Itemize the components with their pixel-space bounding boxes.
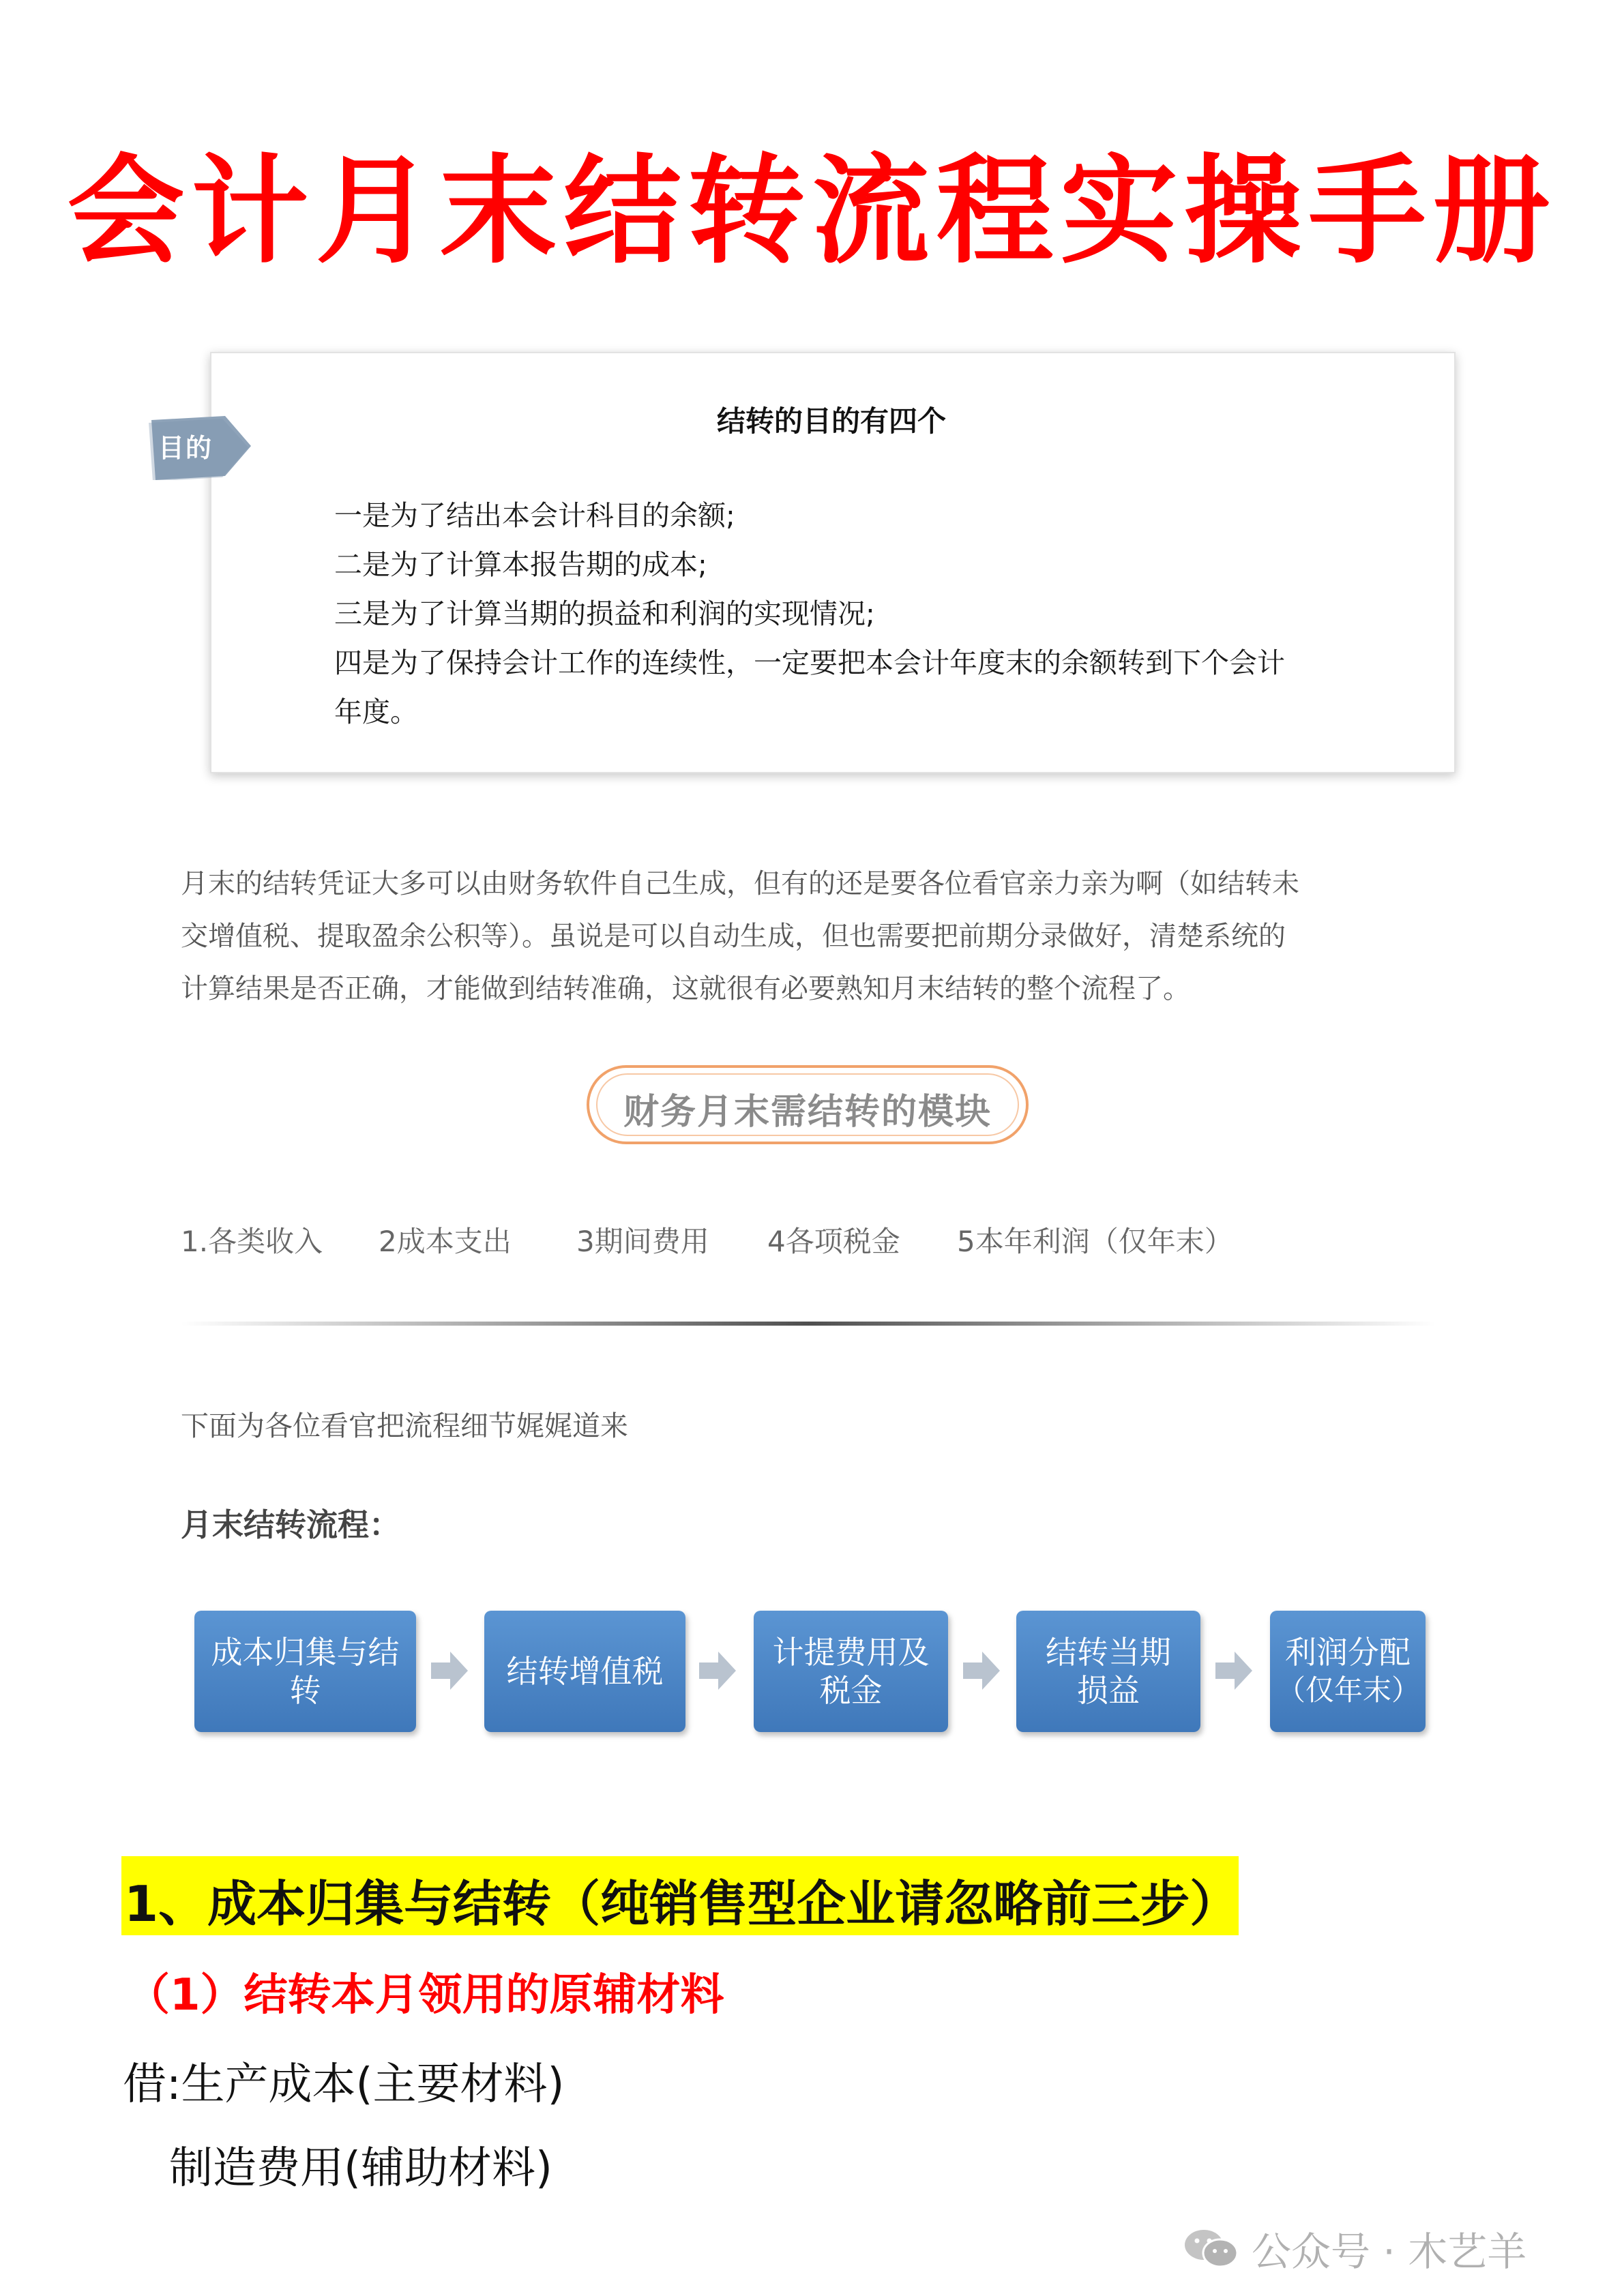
intro-line: 月末的结转凭证大多可以由财务软件自己生成，但有的还是要各位看官亲力亲为啊（如结转未 xyxy=(181,868,1299,899)
purpose-line: 四是为了保持会计工作的连续性，一定要把本会计年度末的余额转到下个会计 xyxy=(334,646,1285,679)
flow-step-line: 结转增值税 xyxy=(506,1653,664,1690)
intro-paragraph xyxy=(181,858,1449,1015)
flow-step-line: 损益 xyxy=(1077,1672,1140,1709)
divider xyxy=(181,1322,1436,1326)
module-item: 5本年利润（仅年末） xyxy=(957,1225,1233,1258)
flow-step-profit-loss xyxy=(1016,1611,1200,1732)
module-item: 2成本支出 xyxy=(379,1225,512,1258)
wechat-icon xyxy=(1183,2227,1239,2269)
flow-step-vat xyxy=(484,1611,685,1732)
module-item: 3期间费用 xyxy=(576,1225,709,1258)
intro-line: 计算结果是否正确，才能做到结转准确，这就很有必要熟知月末结转的整个流程了。 xyxy=(181,973,1190,1004)
page-title: 会计月末结转流程实操手册 xyxy=(67,143,1557,280)
flow-step-line: 计提费用及 xyxy=(772,1634,930,1671)
flow-step-accrual xyxy=(754,1611,948,1732)
purpose-line: 一是为了结出本会计科目的余额; xyxy=(334,499,735,532)
section-title: 1、成本归集与结转（纯销售型企业请忽略前三步） xyxy=(124,1875,1239,1933)
purpose-heading: 结转的目的有四个 xyxy=(716,404,946,438)
module-item: 1.各类收入 xyxy=(181,1225,323,1258)
journal-entry-line: 借:生产成本(主要材料) xyxy=(123,2059,565,2110)
sub-title: （1）结转本月领用的原辅材料 xyxy=(126,1970,724,2021)
arrow-right-icon xyxy=(1215,1652,1252,1690)
module-item: 4各项税金 xyxy=(767,1225,900,1258)
footer-watermark xyxy=(1183,2220,1526,2277)
journal-entry-line: 制造费用(辅助材料) xyxy=(169,2143,552,2194)
below-text: 下面为各位看官把流程细节娓娓道来 xyxy=(181,1410,628,1442)
purpose-tag-label: 目的 xyxy=(158,433,213,463)
modules-label: 财务月末需结转的模块 xyxy=(623,1092,992,1133)
flow-step-line: 成本归集与结 xyxy=(211,1634,400,1671)
flow-step-line: 利润分配 xyxy=(1285,1634,1411,1671)
flow-step-line: （仅年末） xyxy=(1277,1673,1421,1707)
arrow-right-icon xyxy=(431,1652,468,1690)
purpose-line: 年度。 xyxy=(334,696,418,728)
footer-text: 公众号 · 木艺羊 xyxy=(1252,2228,1527,2275)
arrow-right-icon xyxy=(699,1652,736,1690)
intro-line: 交增值税、提取盈余公积等）。虽说是可以自动生成，但也需要把前期分录做好，清楚系统的 xyxy=(181,921,1286,952)
flow-step-line: 结转当期 xyxy=(1046,1634,1171,1671)
purpose-line: 二是为了计算本报告期的成本; xyxy=(334,548,707,581)
arrow-right-icon xyxy=(963,1652,1000,1690)
flow-heading: 月末结转流程： xyxy=(181,1506,400,1543)
flow-step-line: 税金 xyxy=(819,1672,883,1709)
flow-step-cost-collection xyxy=(194,1611,416,1732)
purpose-line: 三是为了计算当期的损益和利润的实现情况; xyxy=(334,597,875,630)
flow-step-profit-distribution xyxy=(1270,1611,1426,1732)
flow-step-line: 转 xyxy=(289,1672,321,1709)
